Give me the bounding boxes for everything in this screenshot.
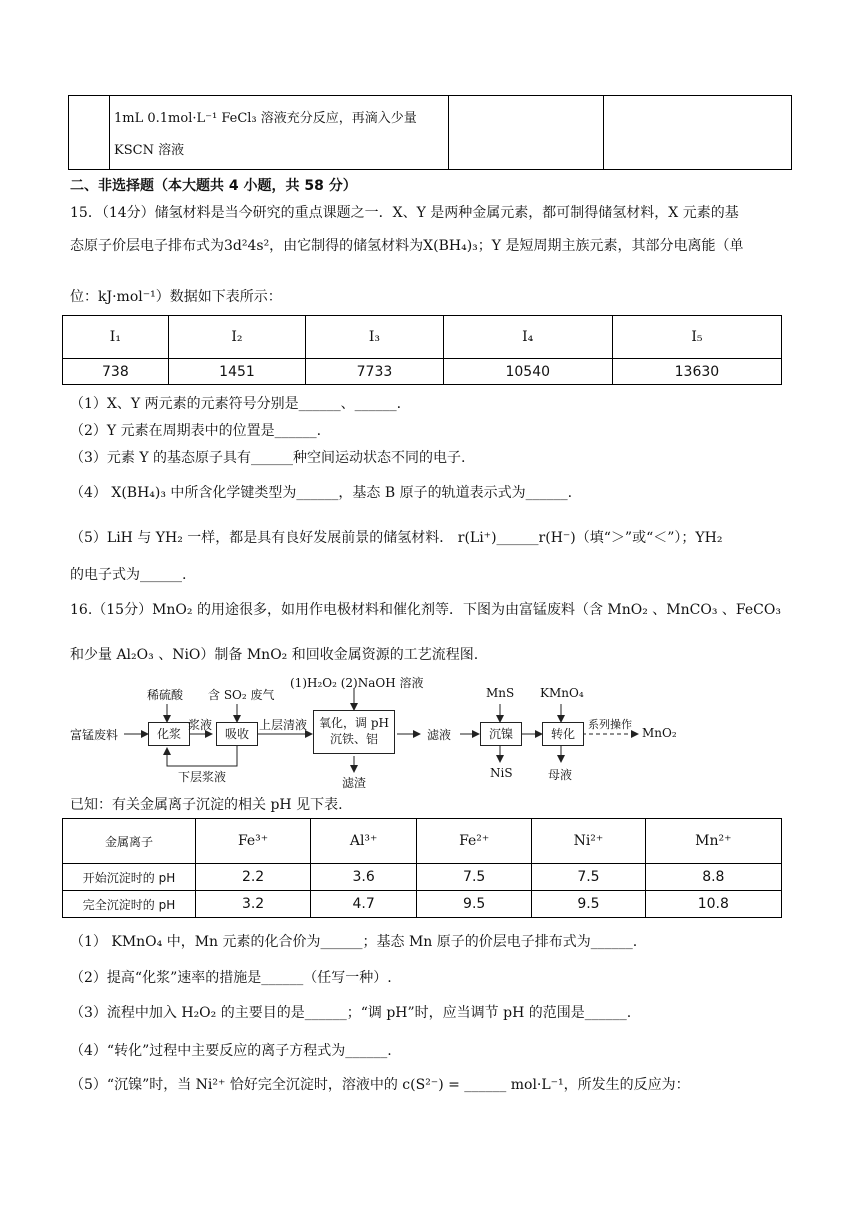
ph-value: 7.5	[532, 864, 645, 891]
flow-product-label: MnO₂	[642, 726, 677, 740]
ph-value: 4.7	[311, 891, 417, 918]
ph-value: 3.2	[196, 891, 311, 918]
q16-sub1: （1） KMnO₄ 中，Mn 元素的化合价为______；基态 Mn 原子的价层电子排布式为______.	[70, 934, 638, 950]
q15-sub1: （1）X、Y 两元素的元素符号分别是______、______.	[70, 396, 402, 412]
q16-sub4: （4）“转化”过程中主要反应的离子方程式为______.	[70, 1043, 392, 1059]
flow-nis-label: NiS	[490, 766, 513, 780]
flow-box-oxidize	[313, 710, 395, 754]
ph-value: 3.6	[311, 864, 417, 891]
ie-value: 738	[63, 359, 169, 385]
flow-box-oxidize-line1: 氧化，调 pH	[319, 716, 389, 730]
ie-header: I₄	[443, 316, 612, 359]
ph-ion: Ni²⁺	[532, 819, 645, 864]
flow-box-nickel: 沉镍	[480, 722, 522, 746]
flow-box-slurry: 化浆	[148, 722, 190, 746]
q16-sub5: （5）“沉镍”时，当 Ni²⁺ 恰好完全沉淀时，溶液中的 c(S²⁻) = ______ mol·L⁻¹，所发生的反应为：	[70, 1077, 690, 1093]
ph-ion: Mn²⁺	[645, 819, 781, 864]
flow-mns-label: MnS	[486, 686, 515, 700]
flow-box-convert: 转化	[542, 722, 584, 746]
ie-header: I₂	[168, 316, 305, 359]
ph-row-label: 开始沉淀时的 pH	[63, 864, 196, 891]
q15-line2: 态原子价层电子排布式为3d²4s²，由它制得的储氢材料为X(BH₄)₃；Y 是短周期主族元素，其部分电离能（单	[70, 238, 744, 254]
flow-start-label: 富锰废料	[70, 728, 119, 742]
ph-row-label: 完全沉淀时的 pH	[63, 891, 196, 918]
ph-value: 10.8	[645, 891, 781, 918]
top-table-cell-empty-2	[604, 96, 792, 170]
flow-reagents-label: (1)H₂O₂ (2)NaOH 溶液	[290, 676, 424, 690]
q16-sub2: （2）提高“化浆”速率的措施是______（任写一种）.	[70, 970, 392, 986]
q15-line1: 15．（14分）储氢材料是当今研究的重点课题之一．X、Y 是两种金属元素，都可制得储氢材料，X 元素的基	[70, 205, 739, 221]
flow-ops-label: 系列操作	[588, 718, 632, 731]
top-table-cell-content	[110, 96, 449, 170]
ie-value: 13630	[612, 359, 781, 385]
flow-acid-label: 稀硫酸	[147, 688, 184, 702]
q16-line1: 16.（15分）MnO₂ 的用途很多，如用作电极材料和催化剂等．下图为由富锰废料（含 MnO₂ 、MnCO₃ 、FeCO₃	[70, 602, 781, 618]
q15-sub3: （3）元素 Y 的基态原子具有______种空间运动状态不同的电子.	[70, 450, 466, 466]
flow-box-oxidize-line2: 沉铁、铝	[329, 732, 378, 746]
flow-filtrate-label: 滤液	[427, 728, 452, 742]
ie-value: 10540	[443, 359, 612, 385]
process-flow-diagram	[60, 674, 780, 794]
ie-header: I₅	[612, 316, 781, 359]
section-heading: 二、非选择题（本大题共 4 小题，共 58 分）	[70, 178, 357, 194]
top-table-text-2: KSCN 溶液	[114, 143, 185, 158]
q16-line2: 和少量 Al₂O₃ 、NiO）制备 MnO₂ 和回收金属资源的工艺流程图.	[70, 647, 479, 663]
top-table-text-1: 1mL 0.1mol·L⁻¹ FeCl₃ 溶液充分反应，再滴入少量	[114, 111, 417, 126]
flow-slurry-label: 浆液	[188, 718, 213, 732]
q16-sub3: （3）流程中加入 H₂O₂ 的主要目的是______；“调 pH”时，应当调节 pH 的范围是______.	[70, 1005, 632, 1021]
ph-ion: Fe³⁺	[196, 819, 311, 864]
q15-sub4: （4） X(BH₄)₃ 中所含化学键类型为______，基态 B 原子的轨道表示式为______.	[70, 485, 573, 501]
ionization-energy-table	[62, 315, 782, 385]
top-table	[68, 95, 792, 170]
ph-header-label: 金属离子	[63, 819, 196, 864]
ie-header: I₃	[306, 316, 443, 359]
q15-line3: 位：kJ·mol⁻¹）数据如下表所示：	[70, 289, 282, 305]
ph-value: 2.2	[196, 864, 311, 891]
ph-table	[62, 818, 782, 918]
flow-residue-label: 滤渣	[342, 776, 367, 790]
ph-value: 9.5	[532, 891, 645, 918]
q15-sub5b: 的电子式为______.	[70, 567, 187, 583]
q15-sub5a: （5）LiH 与 YH₂ 一样，都是具有良好发展前景的储氢材料． r(Li⁺)______r(H⁻)（填“＞”或“＜”）；YH₂	[70, 530, 723, 546]
ph-value: 8.8	[645, 864, 781, 891]
flow-upper-label: 上层清液	[259, 718, 308, 732]
ie-value: 1451	[168, 359, 305, 385]
flow-mother-label: 母液	[548, 768, 573, 782]
ph-value: 7.5	[417, 864, 532, 891]
top-table-cell-index	[69, 96, 110, 170]
ph-ion: Fe²⁺	[417, 819, 532, 864]
flow-kmno4-label: KMnO₄	[540, 686, 584, 700]
flow-so2-label: 含 SO₂ 废气	[208, 688, 275, 702]
ph-ion: Al³⁺	[311, 819, 417, 864]
q16-known: 已知：有关金属离子沉淀的相关 pH 见下表.	[70, 797, 343, 813]
q15-sub2: （2）Y 元素在周期表中的位置是______.	[70, 423, 322, 439]
ie-header: I₁	[63, 316, 169, 359]
flow-lower-label: 下层浆液	[178, 770, 227, 784]
ie-value: 7733	[306, 359, 443, 385]
top-table-cell-empty-1	[449, 96, 604, 170]
ph-value: 9.5	[417, 891, 532, 918]
flow-box-absorb: 吸收	[216, 722, 258, 746]
